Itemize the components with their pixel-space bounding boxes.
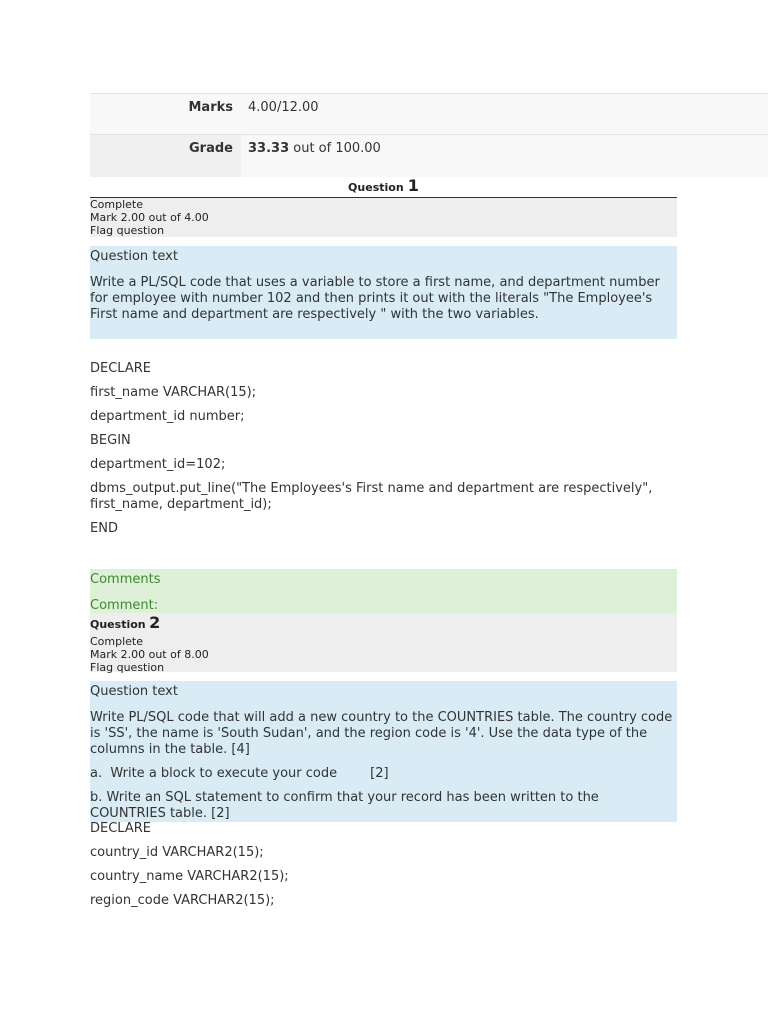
question-text-body: Write PL/SQL code that will add a new country to the COUNTRIES table. The country code is 'SS', the name is 'South Sudan', and the region code is '4'. Use the data type of the columns in the table. [4] [90,710,673,757]
question-2-heading [90,613,677,635]
answer-line: first_name VARCHAR(15); [90,385,257,400]
answer-line: department_id=102; [90,457,226,472]
answer-line: dbms_output.put_line("The Employees's First name and department are respectively", first_name, department_id); [90,481,653,512]
comments-heading: Comments [90,572,161,587]
question-1-text [90,246,677,339]
answer-line: BEGIN [90,433,131,448]
question-state: Complete [90,198,144,211]
grade-value [241,135,768,177]
question-word: Question [90,618,146,631]
answer-line: DECLARE [90,361,151,376]
question-2-text [90,681,677,822]
question-text-body: Write a PL/SQL code that uses a variable to store a first name, and department number for employee with number 102 and then prints it out with the literals "The Employee's First name and department are respectively " with the two variables. [90,275,660,322]
question-number: 2 [149,613,161,632]
grade-label: Grade [90,135,241,177]
grade-score: 33.33 [248,141,290,156]
grade-out-of: out of 100.00 [289,141,381,156]
answer-line: country_id VARCHAR2(15); [90,845,264,860]
attempt-summary [90,93,768,177]
marks-row [90,93,768,134]
flag-question-link[interactable]: Flag question [90,224,165,237]
question-2-info [90,613,677,672]
marks-value: 4.00/12.00 [241,94,768,134]
question-grade: Mark 2.00 out of 4.00 [90,211,209,224]
question-text-heading: Question text [90,684,178,699]
question-1-comments [90,569,677,613]
comment-label: Comment: [90,598,159,613]
question-number: 1 [407,176,419,195]
answer-line: country_name VARCHAR2(15); [90,869,289,884]
question-1-heading [90,176,677,198]
answer-line: department_id number; [90,409,245,424]
question-state: Complete [90,635,144,648]
question-word: Question [348,181,404,194]
answer-line: DECLARE [90,821,151,836]
question-part-a: a. Write a block to execute your code [2] [90,766,389,781]
answer-line: END [90,521,118,536]
grade-row [90,134,768,177]
question-part-b: b. Write an SQL statement to confirm that your record has been written to the COUNTRIES table. [2] [90,790,599,821]
marks-label: Marks [90,94,241,134]
question-text-heading: Question text [90,249,178,264]
flag-question-link[interactable]: Flag question [90,661,165,674]
question-grade: Mark 2.00 out of 8.00 [90,648,209,661]
question-2-answer [90,821,680,917]
question-1-answer [90,361,680,545]
answer-line: region_code VARCHAR2(15); [90,893,275,908]
question-1-info [90,198,677,237]
